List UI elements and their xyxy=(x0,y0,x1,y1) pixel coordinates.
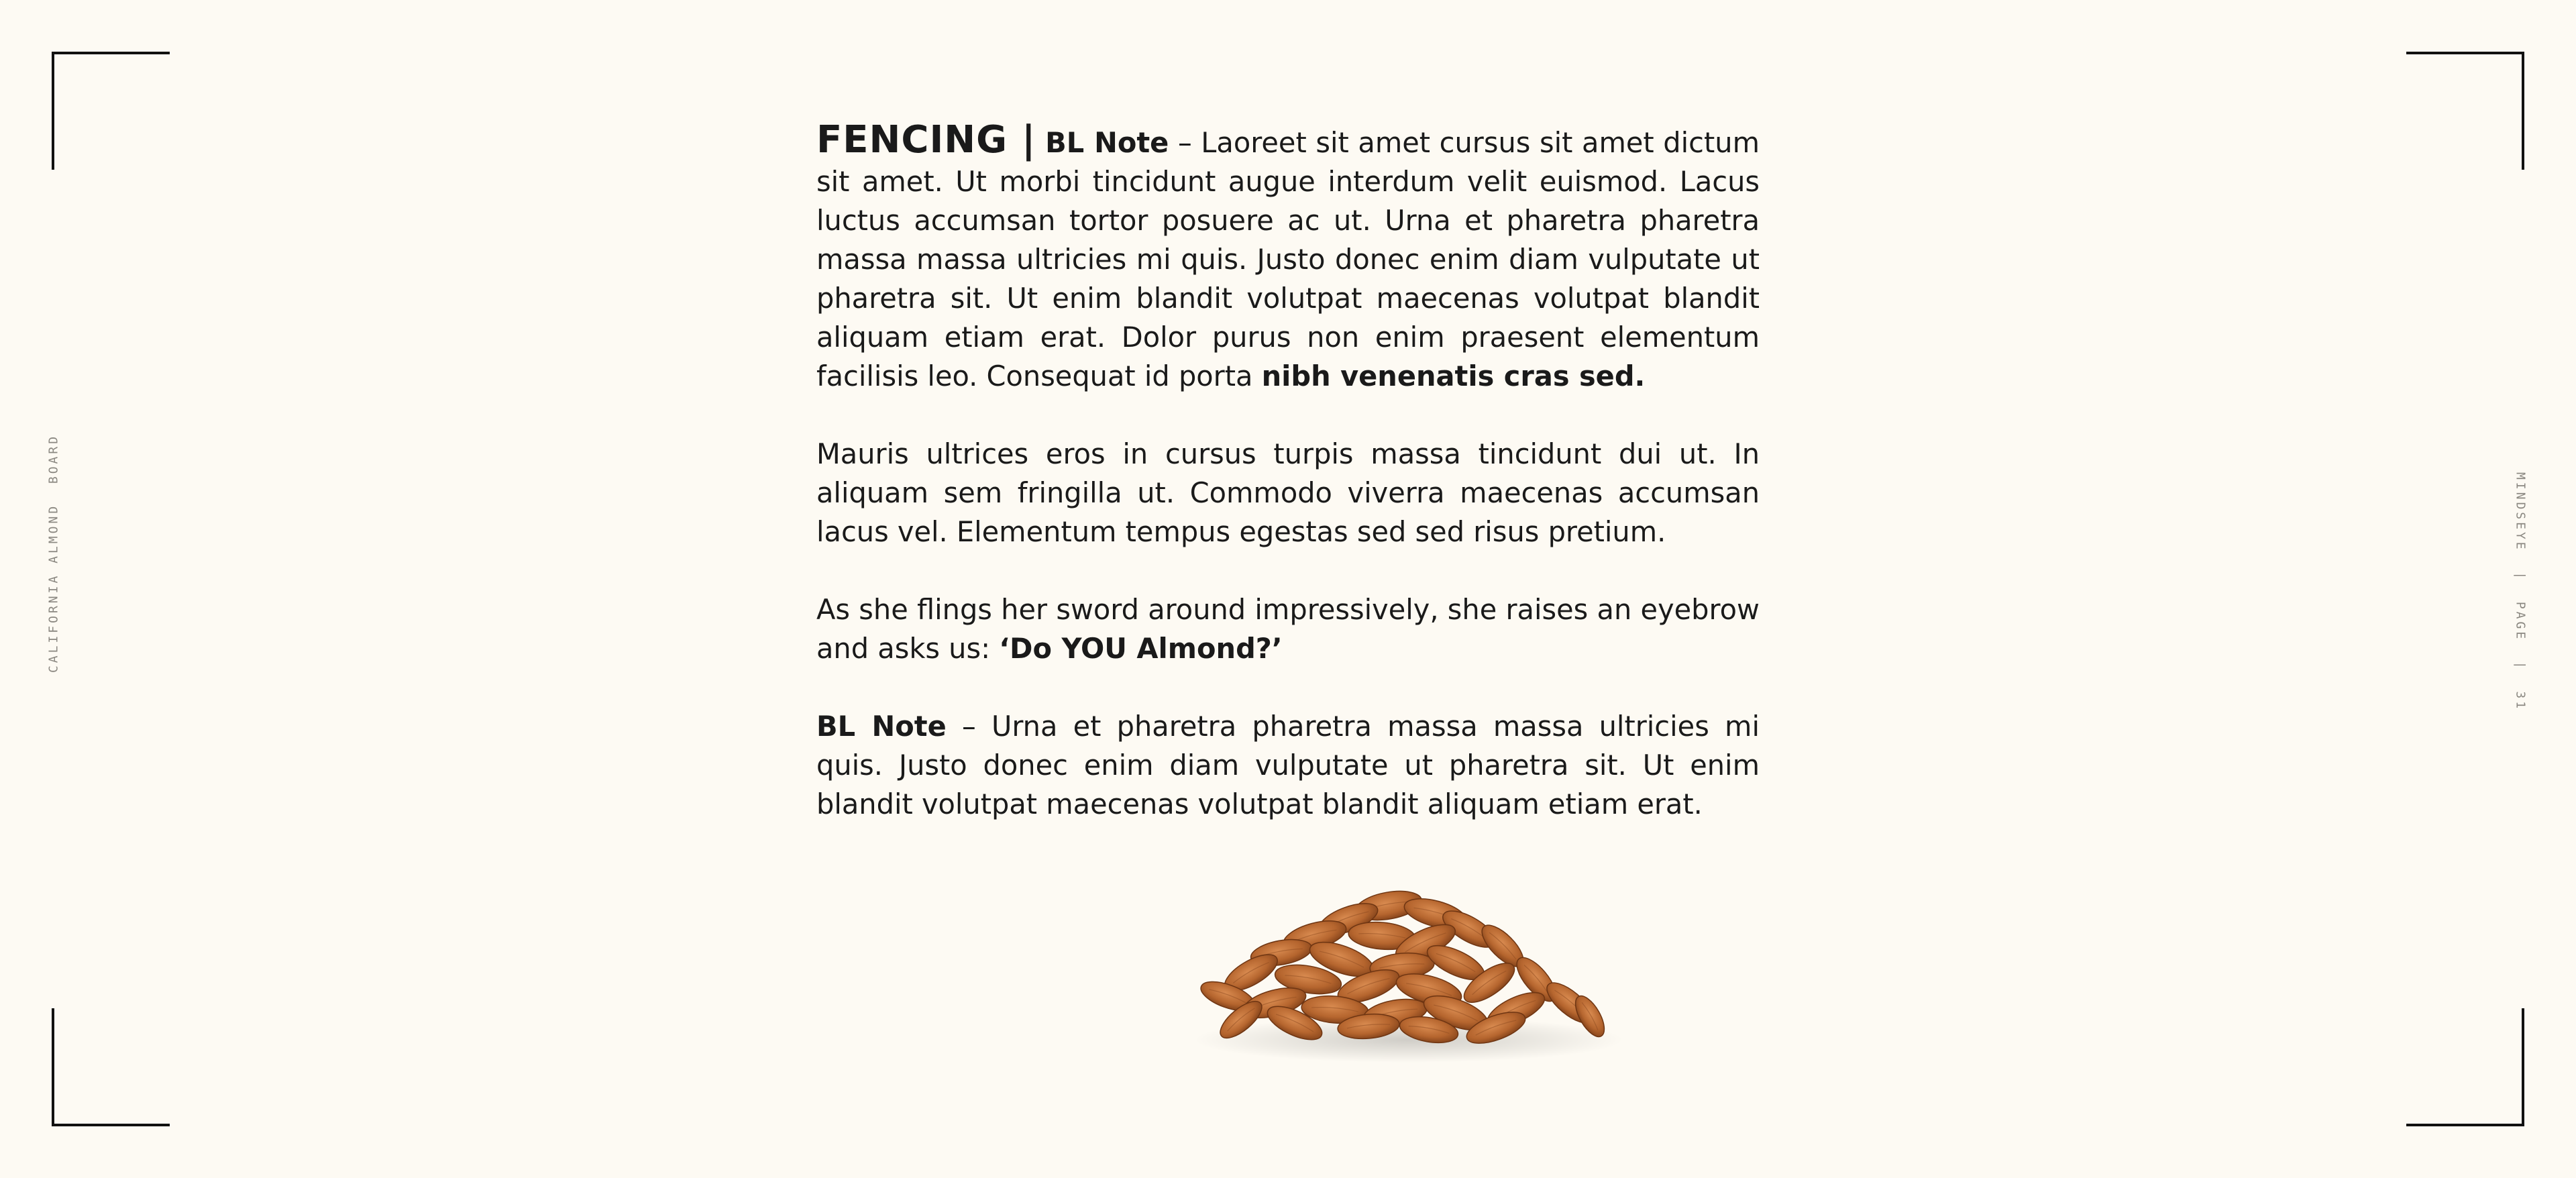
crop-mark-bottom-left xyxy=(52,1008,170,1126)
paragraph-bold-ending: nibh venenatis cras sed. xyxy=(1261,360,1646,392)
note-label: BL Note xyxy=(1045,126,1169,159)
paragraph-sword xyxy=(816,590,1760,668)
paragraph-text: – Urna et pharetra pharetra massa massa ultricies mi quis. Justo donec enim diam vulputate ut pharetra sit. Ut enim blandit volutpat maecenas volutpat blandit aliquam etiam erat. xyxy=(816,710,1760,820)
almond-pile-image xyxy=(1187,872,1630,1073)
paragraph-bl-note xyxy=(816,707,1760,824)
side-label-publisher: CALIFORNIA ALMOND BOARD xyxy=(46,433,61,674)
crop-mark-top-left xyxy=(52,52,170,170)
crop-mark-top-right xyxy=(2406,52,2524,170)
paragraph-text: As she flings her sword around impressively, she raises an eyebrow and asks us: xyxy=(816,593,1760,665)
section-heading: FENCING | xyxy=(816,118,1036,162)
paragraph-mauris: Mauris ultrices eros in cursus turpis massa tincidunt dui ut. In aliquam sem fringilla ut. Commodo viverra maecenas accumsan lacus vel. Elementum tempus egestas sed sed risus pretium. xyxy=(816,437,1760,548)
side-label-page-number: MINDSEYE | PAGE | 31 xyxy=(2513,472,2528,712)
paragraph-text: – Laoreet sit amet cursus sit amet dictum sit amet. Ut morbi tincidunt augue interdum velit euismod. Lacus luctus accumsan tortor posuere ac ut. Urna et pharetra pharetra massa massa ultricies mi quis. Justo donec enim diam vulputate ut pharetra sit. Ut enim blandit volutpat maecenas volutpat blandit aliquam etiam erat. Dolor purus non enim praesent elementum facilisis leo. Consequat id porta xyxy=(816,126,1760,392)
note-label: BL Note xyxy=(816,710,947,743)
quote-do-you-almond: ‘Do YOU Almond?’ xyxy=(999,632,1283,665)
article-body xyxy=(816,118,1760,824)
paragraph-fencing xyxy=(816,118,1760,396)
crop-mark-bottom-right xyxy=(2406,1008,2524,1126)
